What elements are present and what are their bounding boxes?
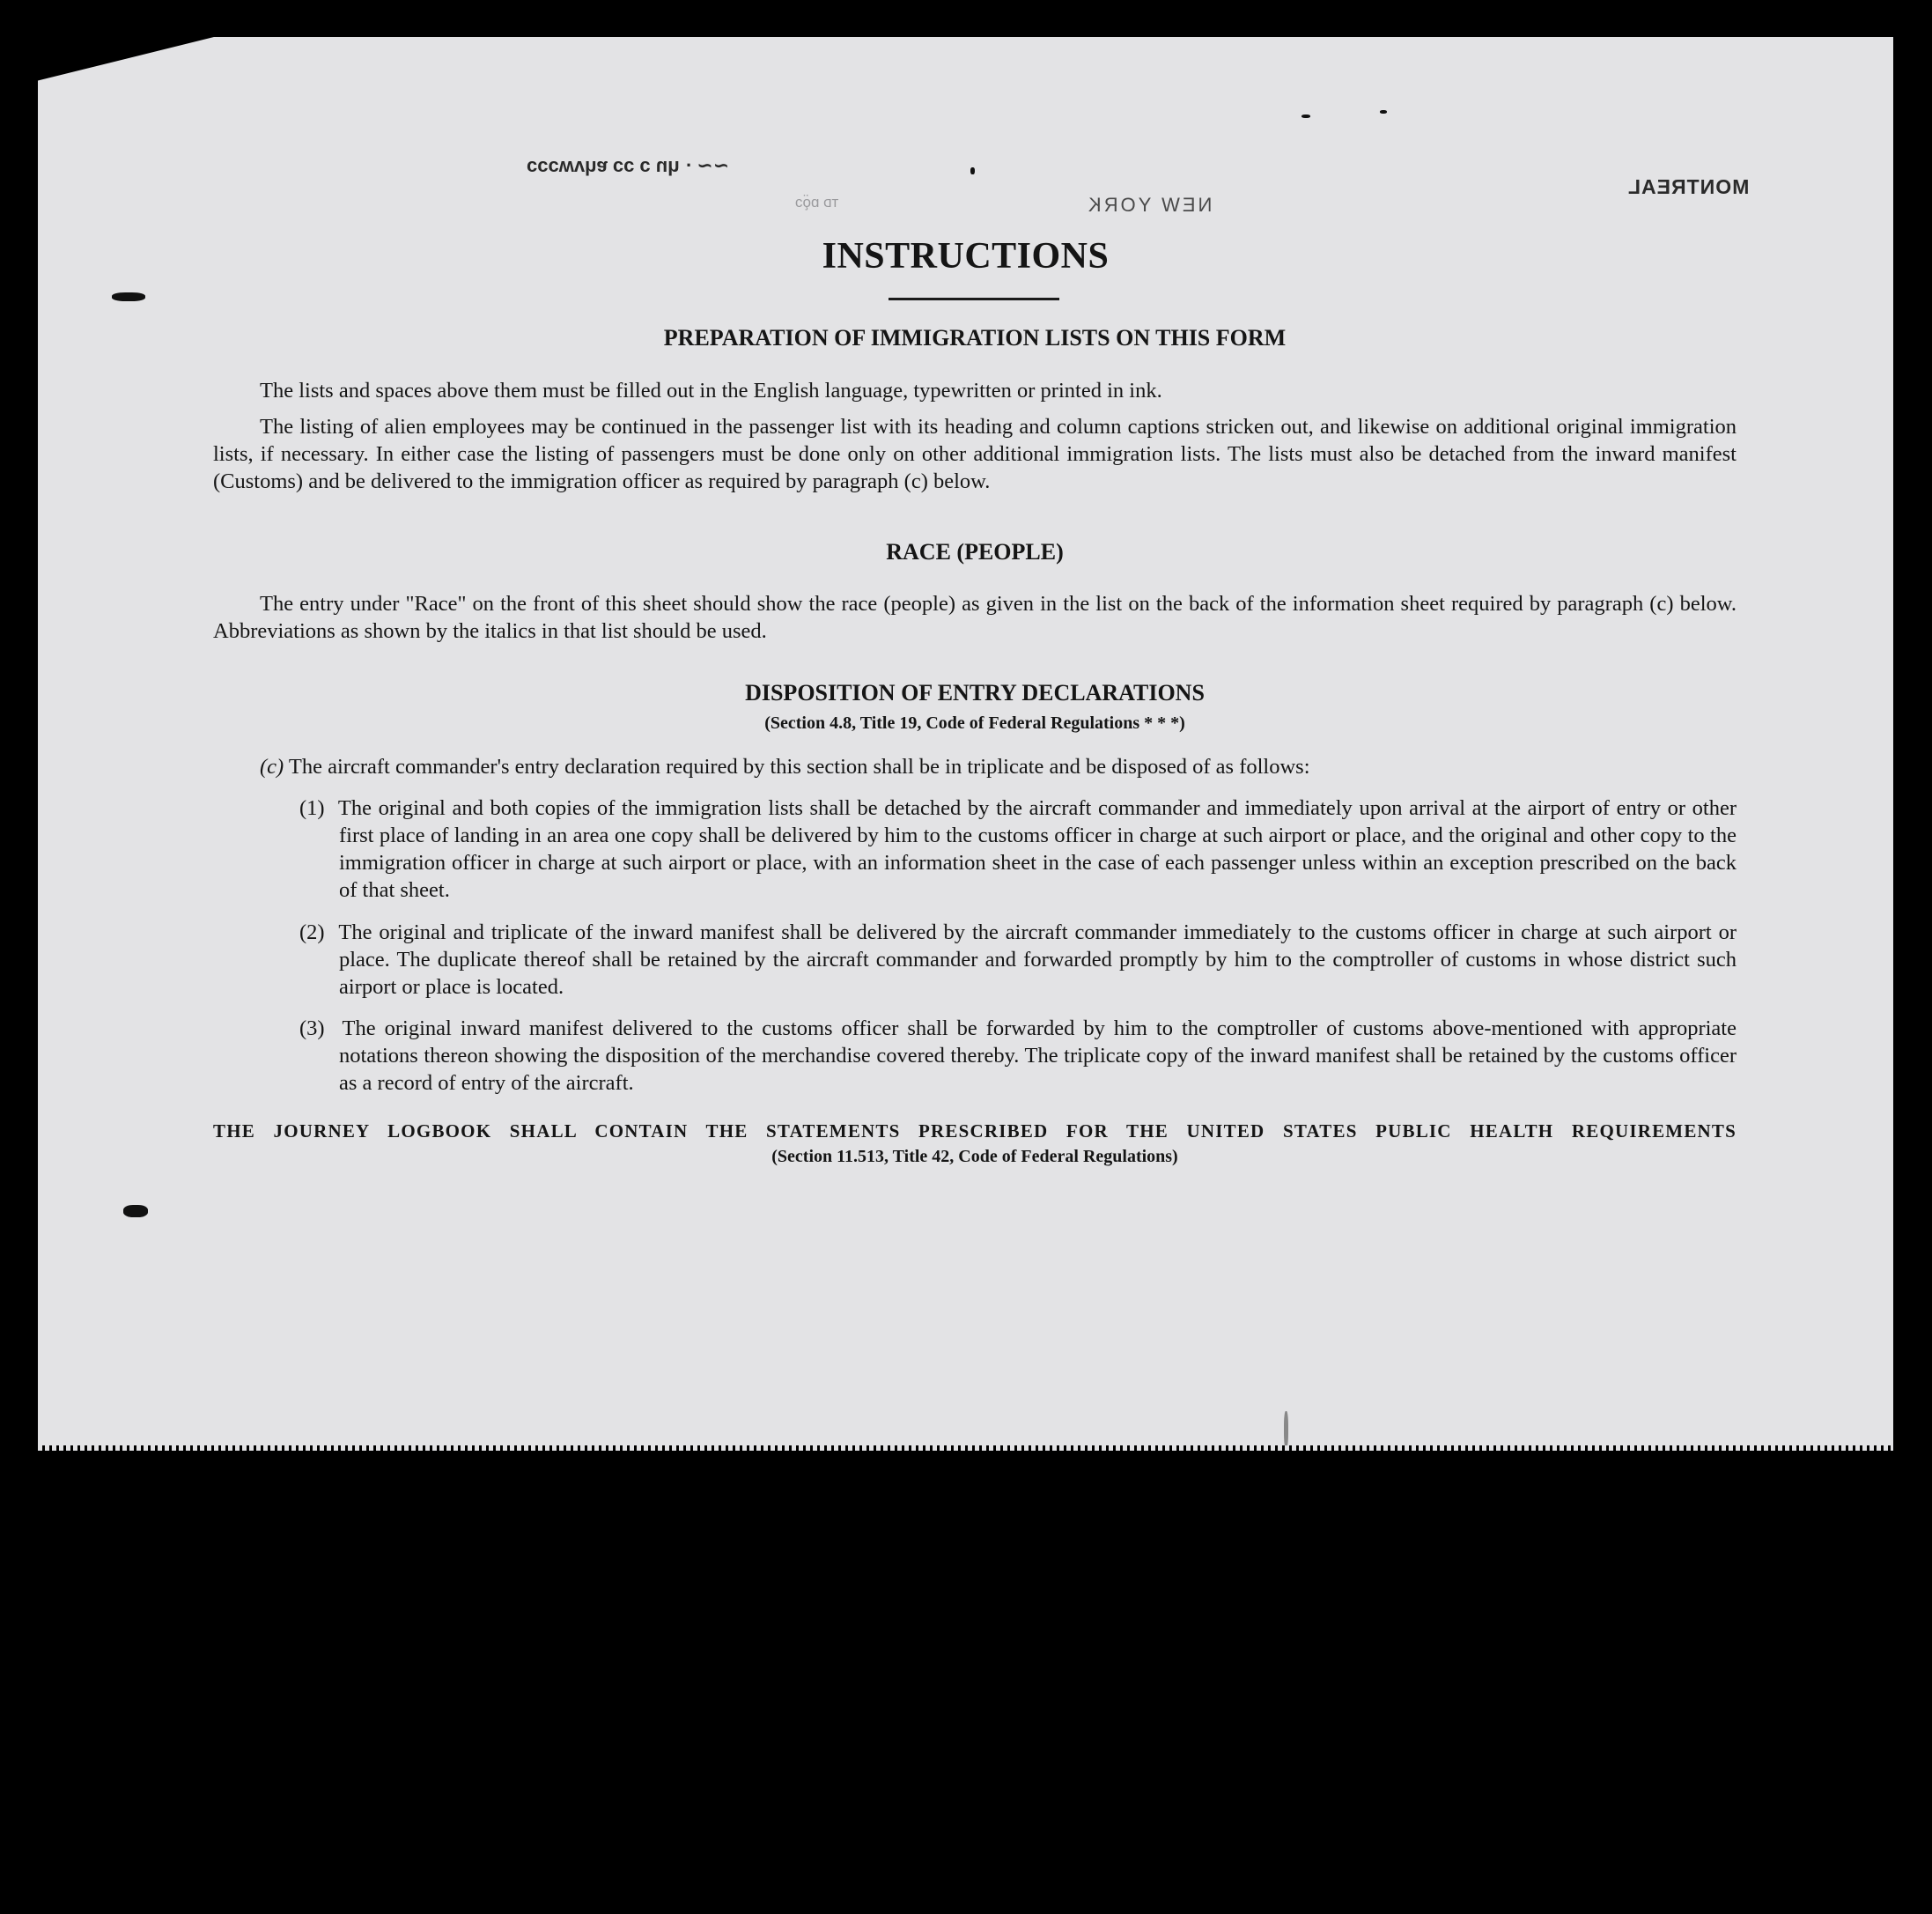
disposition-intro xyxy=(213,753,1737,780)
preparation-paragraph-2: The listing of alien employees may be continued in the passenger list with its heading and column captions stricken out, and likewise on additional original immigration lists, if necessary. In either case the listing of passengers must be done only on other additional immigration lists. The lists must also be detached from the inward manifest (Customs) and be delivered to the immigration officer as required by paragraph (c) below. xyxy=(213,415,1737,493)
item-text: The original and both copies of the immigration lists shall be detached by the aircraft commander and immediately upon arrival at the airport of entry or other first place of landing in an area one copy shall be delivered by him to the customs officer in charge at such airport or place, and the original and other copy to the immigration officer in charge at such airport or place, with an information sheet in the case of each passenger unless within an exception prescribed on the back of that sheet. xyxy=(337,796,1737,902)
heading-disposition: DISPOSITION OF ENTRY DECLARATIONS xyxy=(745,680,1205,706)
item-marker: (3) xyxy=(299,1016,325,1040)
ink-speck xyxy=(123,1205,148,1217)
bleed-through-text-right: MONTREAL xyxy=(1627,175,1750,198)
item-marker: (1) xyxy=(299,796,325,820)
disposition-item-2 xyxy=(299,919,1737,1001)
instructions-body xyxy=(213,37,1737,1448)
item-marker: (2) xyxy=(299,920,325,944)
heading-preparation: PREPARATION OF IMMIGRATION LISTS ON THIS FORM xyxy=(663,325,1287,351)
bleed-through-text-left: ∼∼ · ɥn ɔ ɔɔ ɐɥʌʍɔɔɔ xyxy=(527,154,730,176)
item-text: The original and triplicate of the inward manifest shall be delivered by the aircraft commander immediately to the customs officer in charge at such airport or place. The duplicate thereof shall be retained by the aircraft commander and forwarded promptly by him to the comptroller of customs in whose district such airport or place is located. xyxy=(338,920,1737,999)
disposition-citation: (Section 4.8, Title 19, Code of Federal Regulations * * *) xyxy=(764,713,1185,733)
torn-corner xyxy=(36,35,221,81)
disposition-item-1 xyxy=(299,794,1737,904)
ink-speck xyxy=(112,292,145,301)
document-page xyxy=(38,37,1893,1448)
bleed-through-text-small: ᴛᴅ ɒǫ̈ɔ xyxy=(795,194,839,211)
page-title: INSTRUCTIONS xyxy=(822,236,1110,277)
logbook-statement: THE JOURNEY LOGBOOK SHALL CONTAIN THE STATEMENTS PRESCRIBED FOR THE UNITED STATES PUBLIC HEALTH REQUIREMENTS xyxy=(213,1120,1737,1142)
heading-race: RACE (PEOPLE) xyxy=(886,539,1064,565)
intro-text: The aircraft commander's entry declaration required by this section shall be in triplicate and be disposed of as follows: xyxy=(288,755,1310,779)
race-paragraph: The entry under "Race" on the front of this sheet should show the race (people) as given in the list on the back of the information sheet required by paragraph (c) below. Abbreviations as shown by the italics in that list should be used. xyxy=(213,592,1737,643)
intro-marker: (c) xyxy=(260,755,284,779)
disposition-item-3 xyxy=(299,1015,1737,1097)
preparation-paragraph-1: The lists and spaces above them must be filled out in the English language, typewritten or printed in ink. xyxy=(260,379,1162,403)
logbook-citation: (Section 11.513, Title 42, Code of Federal Regulations) xyxy=(771,1147,1178,1166)
bleed-through-text-center: NEW YORK xyxy=(1086,194,1213,216)
item-text: The original inward manifest delivered to the customs officer shall be forwarded by him to the comptroller of customs above-mentioned with appropriate notations thereon showing the disposition of the merchandise covered thereby. The triplicate copy of the inward manifest shall be retained by the customs officer as a record of entry of the aircraft. xyxy=(339,1016,1737,1095)
